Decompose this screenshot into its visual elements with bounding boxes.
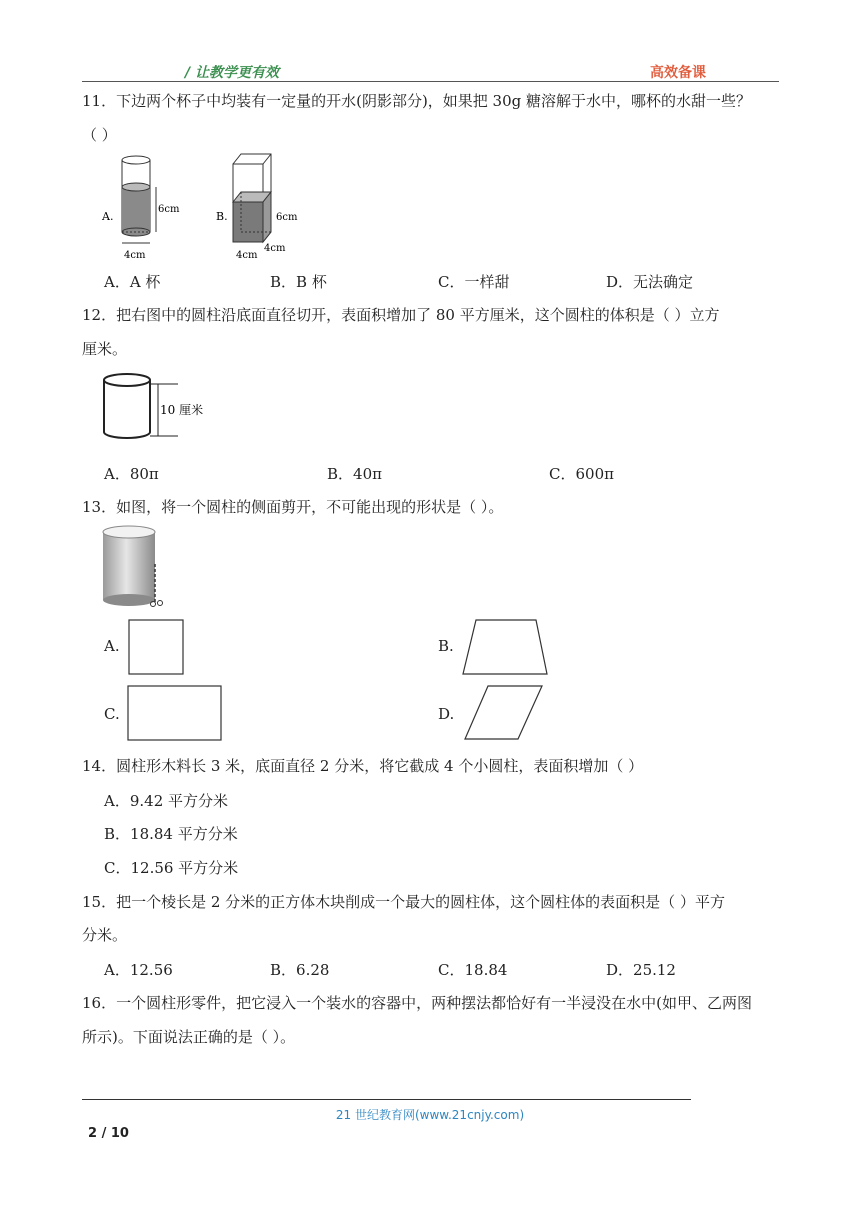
- header-brand: 高效备课: [650, 65, 706, 81]
- q13-option-a[interactable]: A.: [104, 637, 120, 655]
- q13-cylinder-photo: [100, 524, 170, 608]
- q14-text: 14．圆柱形木料长 3 米，底面直径 2 分米，将它截成 4 个小圆柱，表面积增加（ ）: [82, 757, 644, 775]
- q15-text: 15．把一个棱长是 2 分米的正方体木块削成一个最大的圆柱体，这个圆柱体的表面积是（ ）平方: [82, 893, 725, 911]
- q13-parallelogram-shape: [464, 685, 544, 741]
- page-number: 2 / 10: [88, 1126, 129, 1141]
- q11-cup-a-label: A.: [102, 210, 114, 223]
- q13-rectangle-shape: [127, 685, 223, 741]
- q11-cup-b-depth: 4cm: [264, 243, 286, 254]
- q11-option-c[interactable]: C．一样甜: [438, 273, 510, 291]
- q12-height-label: 10 厘米: [160, 403, 204, 417]
- q13-trapezoid-shape: [462, 618, 548, 676]
- q12-option-a[interactable]: A．80π: [104, 465, 159, 483]
- q11-blank: （ ）: [82, 126, 117, 144]
- q16-text: 16．一个圆柱形零件，把它浸入一个装水的容器中，两种摆法都恰好有一半浸没在水中(如甲、乙两图: [82, 994, 752, 1012]
- q15-option-d[interactable]: D．25.12: [606, 961, 676, 979]
- q12-option-b[interactable]: B．40π: [327, 465, 382, 483]
- header-divider: [82, 81, 779, 82]
- q13-option-b[interactable]: B.: [438, 637, 454, 655]
- q13-option-d[interactable]: D.: [438, 705, 455, 723]
- footer-site-link[interactable]: 21 世纪教育网(www.21cnjy.com): [335, 1108, 525, 1122]
- q13-text: 13．如图，将一个圆柱的侧面剪开，不可能出现的形状是（ ）。: [82, 498, 504, 516]
- q11-option-d[interactable]: D．无法确定: [606, 273, 694, 291]
- q15-option-c[interactable]: C．18.84: [438, 961, 508, 979]
- q14-option-a[interactable]: A．9.42 平方分米: [104, 792, 228, 810]
- q14-option-c[interactable]: C．12.56 平方分米: [104, 859, 239, 877]
- q13-square-shape: [128, 619, 186, 675]
- q11-cup-a-height: 6cm: [158, 204, 180, 215]
- q11-cups-figure: [98, 150, 318, 265]
- q11-option-a[interactable]: A．A 杯: [104, 273, 161, 291]
- q11-text: 11．下边两个杯子中均装有一定量的开水(阴影部分)，如果把 30g 糖溶解于水中，哪杯的水甜一些？: [82, 92, 752, 110]
- q15-option-a[interactable]: A．12.56: [104, 961, 173, 979]
- q13-option-c[interactable]: C.: [104, 705, 120, 723]
- q15-text-cont: 分米。: [82, 926, 128, 944]
- footer-divider: [82, 1099, 691, 1100]
- q11-cup-b-label: B.: [216, 210, 228, 223]
- q14-option-b[interactable]: B．18.84 平方分米: [104, 825, 238, 843]
- q11-cup-a-width: 4cm: [124, 250, 146, 261]
- header-slogan: / 让教学更有效: [185, 65, 279, 81]
- q15-option-b[interactable]: B．6.28: [270, 961, 330, 979]
- q11-cup-b-width: 4cm: [236, 250, 258, 261]
- q12-option-c[interactable]: C．600π: [549, 465, 614, 483]
- q11-cup-b-height: 6cm: [276, 212, 298, 223]
- q12-text: 12．把右图中的圆柱沿底面直径切开，表面积增加了 80 平方厘米，这个圆柱的体积是（ ）立方: [82, 306, 720, 324]
- q16-text-cont: 所示)。下面说法正确的是（ ）。: [82, 1028, 296, 1046]
- q12-cylinder-figure: [100, 370, 230, 445]
- q12-text-cont: 厘米。: [82, 340, 128, 358]
- q11-option-b[interactable]: B．B 杯: [270, 273, 327, 291]
